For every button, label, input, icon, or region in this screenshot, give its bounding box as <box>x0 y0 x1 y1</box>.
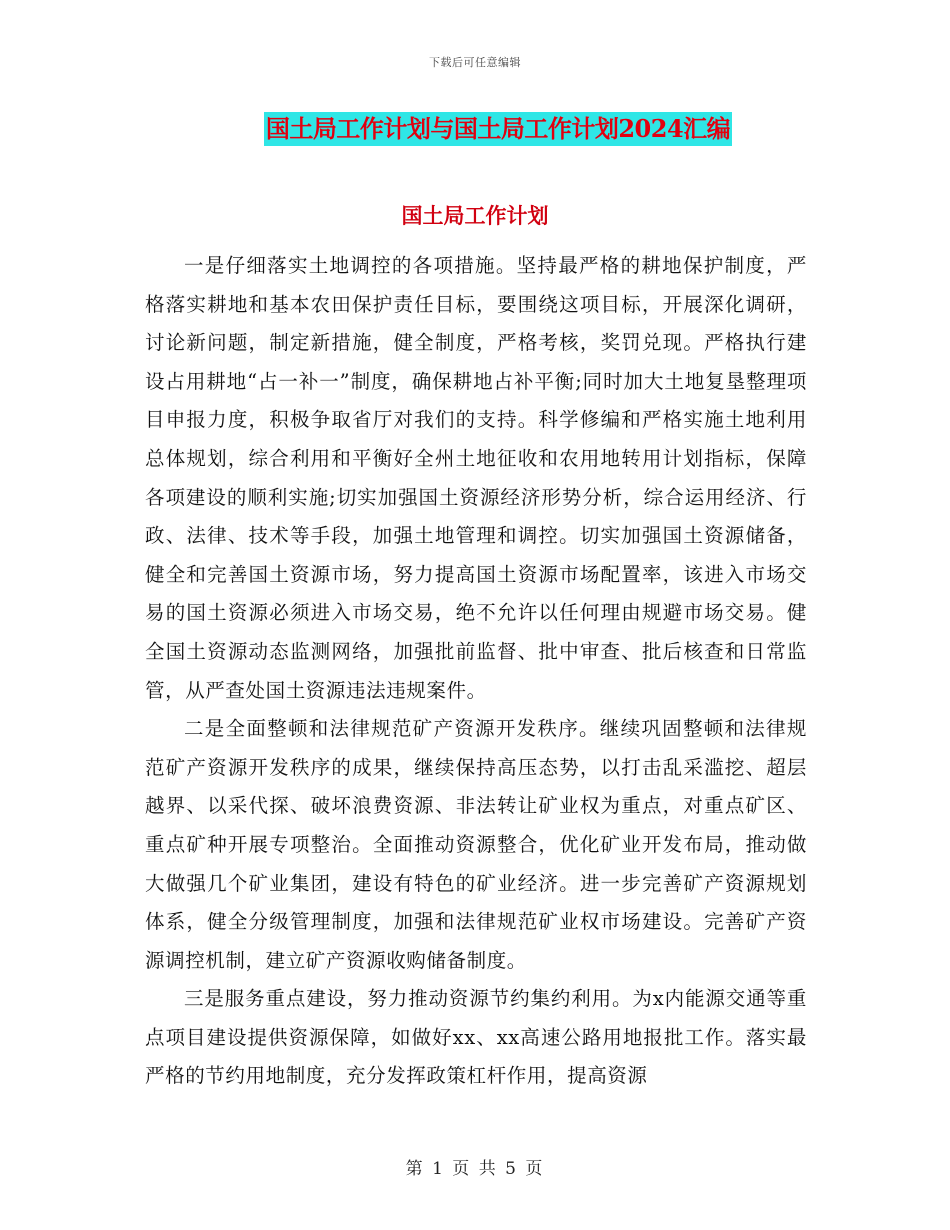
document-body <box>145 247 807 1096</box>
page-footer: 第 1 页 共 5 页 <box>405 1159 545 1179</box>
document-title: 国土局工作计划与国土局工作计划2024汇编 <box>264 112 732 146</box>
paragraph-1: 一是仔细落实土地调控的各项措施。坚持最严格的耕地保护制度，严格落实耕地和基本农田保护责任目标，要围绕这项目标，开展深化调研，讨论新问题，制定新措施，健全制度，严格考核，奖罚兑现。严格执行建设占用耕地“占一补一”制度，确保耕地占补平衡;同时加大土地复垦整理项目申报力度，积极争取省厅对我们的支持。科学修编和严格实施土地利用总体规划，综合利用和平衡好全州土地征收和农用地转用计划指标，保障各项建设的顺利实施;切实加强国土资源经济形势分析，综合运用经济、行政、法律、技术等手段，加强土地管理和调控。切实加强国土资源储备，健全和完善国土资源市场，努力提高国土资源市场配置率，该进入市场交易的国土资源必须进入市场交易，绝不允许以任何理由规避市场交易。健全国土资源动态监测网络，加强批前监督、批中审查、批后核查和日常监管，从严查处国土资源违法违规案件。 <box>145 254 807 702</box>
document-title-container <box>0 112 950 146</box>
paragraph-2: 二是全面整顿和法律规范矿产资源开发秩序。继续巩固整顿和法律规范矿产资源开发秩序的成果，继续保持高压态势，以打击乱采滥挖、超层越界、以采代探、破坏浪费资源、非法转让矿业权为重点，对重点矿区、重点矿种开展专项整治。全面推动资源整合，优化矿业开发布局，推动做大做强几个矿业集团，建设有特色的矿业经济。进一步完善矿产资源规划体系，健全分级管理制度，加强和法律规范矿业权市场建设。完善矿产资源调控机制，建立矿产资源收购储备制度。 <box>145 717 807 972</box>
section-title: 国土局工作计划 <box>401 203 549 228</box>
paragraph-3: 三是服务重点建设，努力推动资源节约集约利用。为x内能源交通等重点项目建设提供资源保障，如做好xx、xx高速公路用地报批工作。落实最严格的节约用地制度，充分发挥政策杠杆作用，提高资源 <box>145 987 807 1088</box>
header-note: 下载后可任意编辑 <box>429 56 521 69</box>
